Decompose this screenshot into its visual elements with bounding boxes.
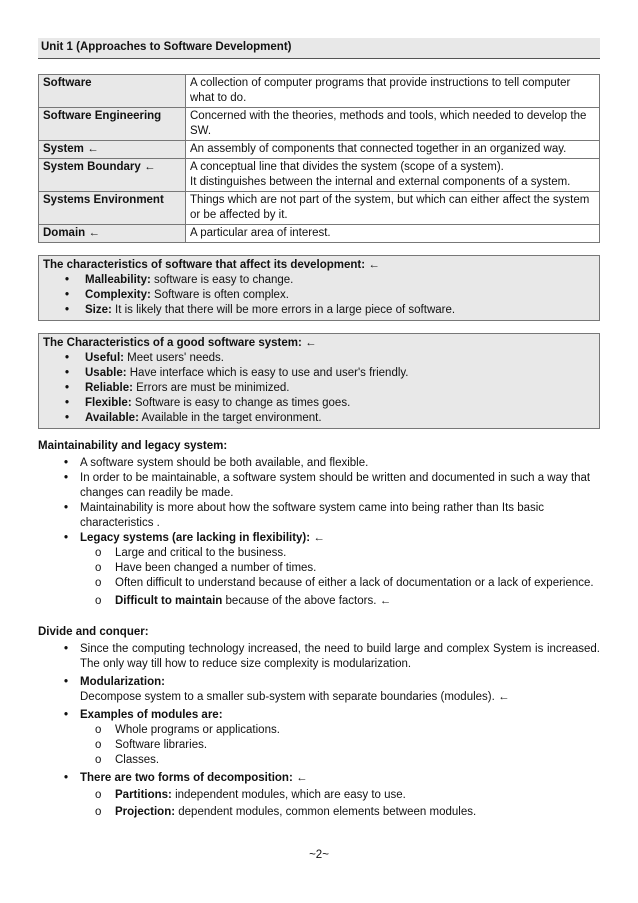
definitions-table [38, 74, 600, 243]
term-cell: Systems Environment [39, 192, 186, 225]
definition-cell: A conceptual line that divides the system (scope of a system). It distinguishes between the internal and external components of a system. [186, 159, 600, 192]
table-row [39, 159, 600, 192]
definition-cell: A particular area of interest. [186, 225, 600, 243]
sub-list-item: o Have been changed a number of times. [38, 561, 600, 576]
table-row [39, 225, 600, 243]
list-item: • Legacy systems (are lacking in flexibility): ← [38, 531, 600, 546]
sub-list-item: o Software libraries. [38, 738, 600, 753]
sub-list-item: o Projection: dependent modules, common elements between modules. [38, 805, 600, 820]
table-row [39, 75, 600, 108]
definition-cell: Things which are not part of the system, but which can either affect the system or be affected by it. [186, 192, 600, 225]
list-item: • A software system should be both available, and flexible. [38, 456, 600, 471]
list-item: • Useful: Meet users' needs. [43, 351, 595, 366]
definition-cell: Concerned with the theories, methods and tools, which needed to develop the SW. [186, 108, 600, 141]
list-item: • Usable: Have interface which is easy to use and user's friendly. [43, 366, 595, 381]
sub-list-item: o Whole programs or applications. [38, 723, 600, 738]
table-row [39, 141, 600, 159]
list-item: • There are two forms of decomposition: ← [38, 771, 600, 786]
left-arrow-icon: ← [313, 532, 325, 544]
list-item: • Complexity: Software is often complex. [43, 288, 595, 303]
left-arrow-icon: ← [88, 227, 100, 239]
dev-characteristics-box [38, 255, 600, 321]
section-title: Maintainability and legacy system: [38, 440, 228, 452]
sub-list-item: o Partitions: independent modules, which are easy to use. [38, 788, 600, 803]
left-arrow-icon: ← [295, 772, 308, 784]
left-arrow-icon: ← [498, 691, 510, 703]
section-title: Divide and conquer: [38, 626, 149, 638]
definition-cell: A collection of computer programs that provide instructions to tell computer what to do. [186, 75, 600, 108]
term-cell: Software [39, 75, 186, 108]
list-item: • In order to be maintainable, a software system should be written and documented in such a way that changes can readily be made. [38, 471, 600, 501]
term-cell: System ← [39, 141, 186, 159]
good-characteristics-box [38, 333, 600, 429]
left-arrow-icon: ← [87, 143, 99, 155]
definition-cell: An assembly of components that connected together in an organized way. [186, 141, 600, 159]
list-item: • Examples of modules are: [38, 708, 600, 723]
page [38, 38, 600, 820]
term-cell: System Boundary ← [39, 159, 186, 192]
left-arrow-icon: ← [143, 161, 156, 173]
left-arrow-icon: ← [379, 595, 392, 607]
term-cell: Software Engineering [39, 108, 186, 141]
box-title: The Characteristics of a good software system: ← [43, 337, 317, 349]
maintainability-list [38, 456, 600, 609]
list-item: • Maintainability is more about how the software system came into being rather than Its basic characteristics . [38, 501, 600, 531]
sub-list-item: o Large and critical to the business. [38, 546, 600, 561]
box-title: The characteristics of software that affect its development: ← [43, 259, 380, 271]
left-arrow-icon: ← [305, 337, 317, 349]
unit-title: Unit 1 (Approaches to Software Development) [38, 38, 600, 59]
list-item: • Size: It is likely that there will be more errors in a large piece of software. [43, 303, 595, 318]
table-row [39, 192, 600, 225]
list-item: • Modularization: Decompose system to a smaller sub-system with separate boundaries (modules). ← [38, 675, 600, 705]
sub-list-item: o Classes. [38, 753, 600, 768]
divide-list [38, 642, 600, 820]
list-item: • Reliable: Errors are must be minimized. [43, 381, 595, 396]
list-item: • Flexible: Software is easy to change as times goes. [43, 396, 595, 411]
left-arrow-icon: ← [368, 259, 380, 271]
term-cell: Domain ← [39, 225, 186, 243]
page-number: ~2~ [309, 849, 329, 861]
list-item: • Available: Available in the target environment. [43, 411, 595, 426]
list-item: • Malleability: software is easy to change. [43, 273, 595, 288]
table-row [39, 108, 600, 141]
list-item: • Since the computing technology increased, the need to build large and complex System is increased. The only way till how to reduce size complexity is modularization. [38, 642, 600, 672]
sub-list-item: o Difficult to maintain because of the above factors. ← [38, 594, 600, 609]
sub-list-item: o Often difficult to understand because of either a lack of documentation or a lack of experience. [38, 576, 600, 591]
